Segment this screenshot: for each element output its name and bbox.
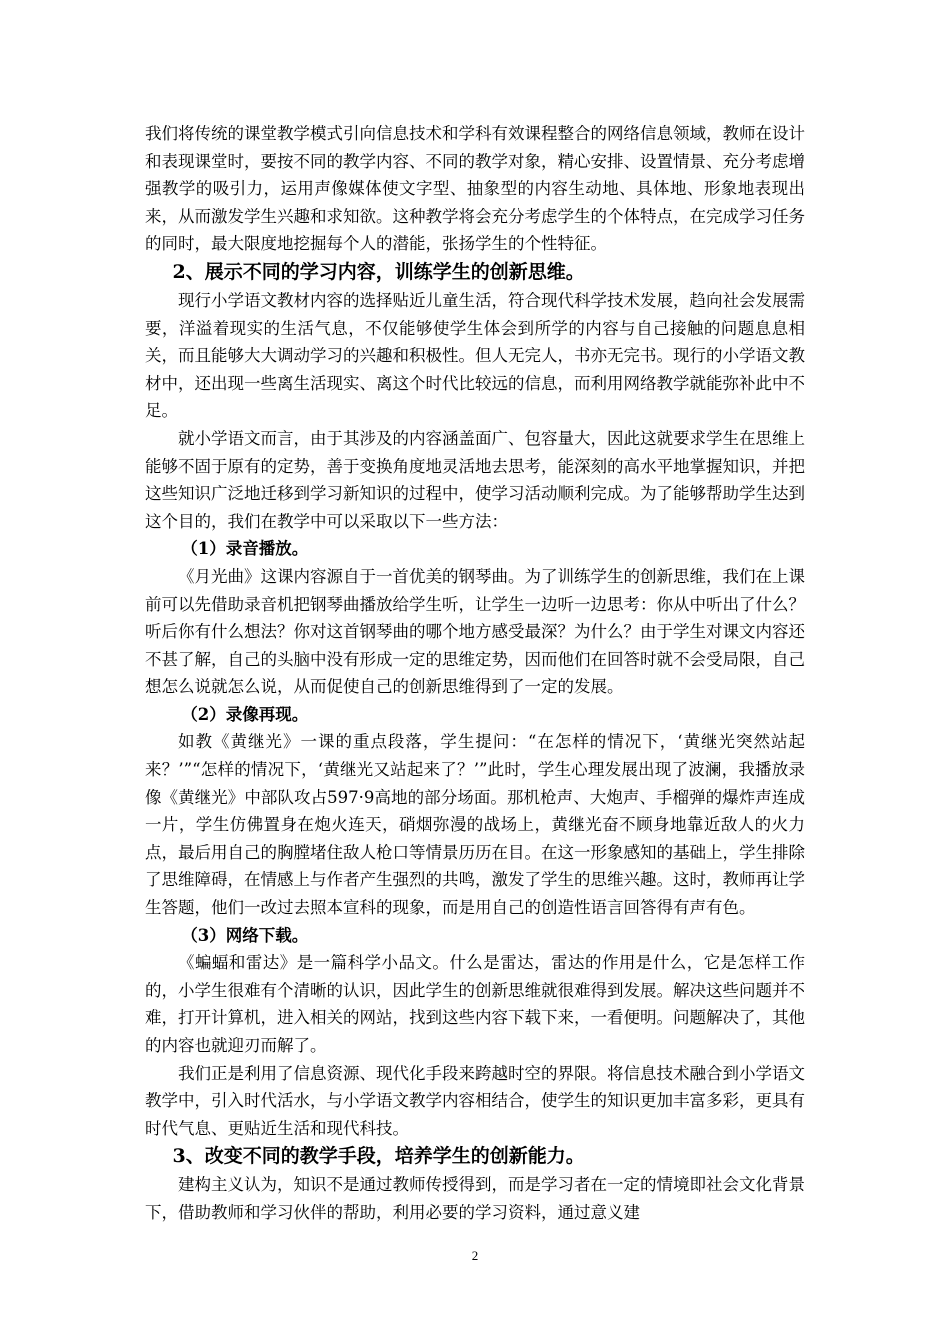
paragraph-intro-continued: 我们将传统的课堂教学模式引向信息技术和学科有效课程整合的网络信息领域，教师在设计和表现课堂时，要按不同的教学内容、不同的教学对象，精心安排、设置情景、充分考虑增强教学的吸引力，运用声像媒体使文字型、抽象型的内容生动地、具体地、形象地表现出来，从而激发学生兴趣和求知欲。这种教学将会充分考虑学生的个体特点，在完成学习任务的同时，最大限度地挖掘每个人的潜能，张扬学生的个性特征。 — [145, 124, 805, 254]
paragraph-information-resources: 我们正是利用了信息资源、现代化手段来跨越时空的界限。将信息技术融合到小学语文教学中，引入时代活水，与小学语文教学内容相结合，使学生的知识更加丰富多彩，更具有时代气息、更贴近生活和现代科技。 — [145, 1063, 805, 1138]
paragraph-chinese-thinking: 就小学语文而言，由于其涉及的内容涵盖面广、包容量大，因此这就要求学生在思维上能够不固于原有的定势，善于变换角度地灵活地去思考，能深刻的高水平地掌握知识，并把这些知识广泛地迁移到学习新知识的过程中，使学习活动顺利完成。为了能够帮助学生达到这个目的，我们在教学中可以采取以下一些方法： — [145, 428, 805, 531]
subheading-audio-playback: （1）录音播放。 — [181, 539, 309, 559]
subheading-video-replay: （2）录像再现。 — [181, 704, 309, 724]
paragraph-constructivism: 建构主义认为，知识不是通过教师传授得到，而是学习者在一定的情境即社会文化背景下，借助教师和学习伙伴的帮助，利用必要的学习资料，通过意义建 — [145, 1175, 805, 1222]
subheading-network-download: （3）网络下载。 — [181, 925, 309, 945]
section-heading-3: 3、改变不同的教学手段，培养学生的创新能力。 — [172, 1145, 585, 1168]
section-heading-2: 2、展示不同的学习内容，训练学生的创新思维。 — [172, 260, 585, 283]
page-body — [145, 120, 805, 1227]
paragraph-huang-jiguang: 如教《黄继光》一课的重点段落，学生提问：“在怎样的情况下，‘黄继光突然站起来？’”“怎样的情况下，‘黄继光又站起来了？’”此时，学生心理发展出现了波澜，我播放录像《黄继光》中部队攻占597·9高地的部分场面。那机枪声、大炮声、手榴弹的爆炸声连成一片，学生仿佛置身在炮火连天，硝烟弥漫的战场上，黄继光奋不顾身地靠近敌人的火力点，最后用自己的胸膛堵住敌人枪口等情景历历在目。在这一形象感知的基础上，学生排除了思维障碍，在情感上与作者产生强烈的共鸣，激发了学生的思维兴趣。这时，教师再让学生答题，他们一改过去照本宣科的现象，而是用自己的创造性语言回答得有声有色。 — [145, 732, 805, 918]
page-number: 2 — [471, 1248, 479, 1263]
paragraph-moonlight-sonata: 《月光曲》这课内容源自于一首优美的钢琴曲。为了训练学生的创新思维，我们在上课前可以先借助录音机把钢琴曲播放给学生听，让学生一边听一边思考：你从中听出了什么？听后你有什么想法？你对这首钢琴曲的哪个地方感受最深？为什么？由于学生对课文内容还不甚了解，自己的头脑中没有形成一定的思维定势，因而他们在回答时就不会受局限，自己想怎么说就怎么说，从而促使自己的创新思维得到了一定的发展。 — [145, 566, 805, 697]
paragraph-bats-and-radar: 《蝙蝠和雷达》是一篇科学小品文。什么是雷达，雷达的作用是什么，它是怎样工作的，小学生很难有个清晰的认识，因此学生的创新思维就很难得到发展。解决这些问题并不难，打开计算机，进入相关的网站，找到这些内容下载下来，一看便明。问题解决了，其他的内容也就迎刃而解了。 — [145, 953, 805, 1055]
paragraph-textbook-content: 现行小学语文教材内容的选择贴近儿童生活，符合现代科学技术发展，趋向社会发展需要，洋溢着现实的生活气息，不仅能够使学生体会到所学的内容与自己接触的问题息息相关，而且能够大大调动学习的兴趣和积极性。但人无完人，书亦无完书。现行的小学语文教材中，还出现一些离生活现实、离这个时代比较远的信息，而利用网络教学就能弥补此中不足。 — [145, 290, 805, 421]
